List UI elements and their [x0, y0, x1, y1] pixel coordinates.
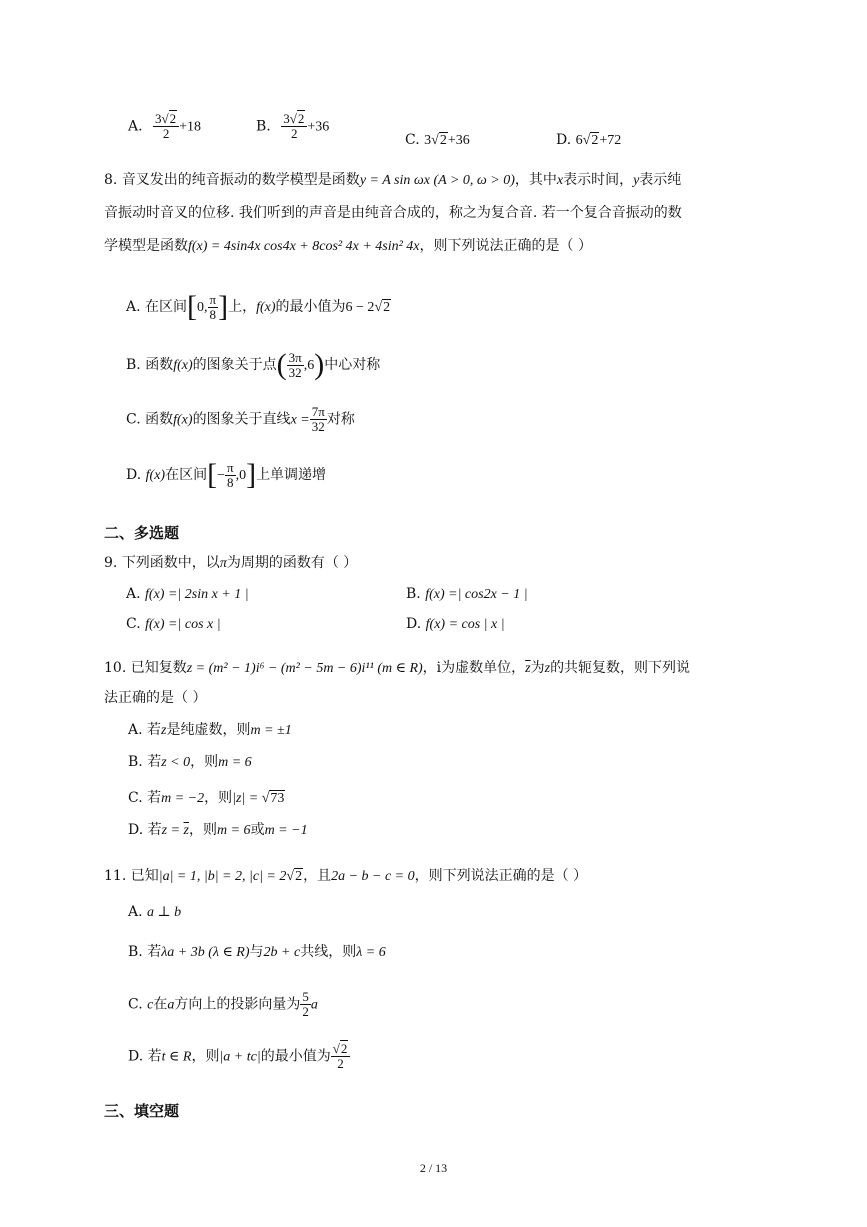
section-multi-choice: 二、多选题	[104, 524, 180, 542]
q9-option-b: B. f(x) =| cos2x − 1 |	[406, 586, 528, 602]
q8-line2: 音振动时音叉的位移. 我们听到的声音是由纯音合成的，称之为复合音. 若一个复合音振动的数	[104, 205, 682, 221]
q11-option-d: D. 若t ∈ R，则|a + tc|的最小值为 $\frac{√2}{2}$	[128, 1042, 350, 1071]
q11-stem: 11. 已知|a| = 1, |b| = 2, |c| = 2√2，且2a − b − c = 0，则下列说法正确的是（ ）	[104, 868, 588, 884]
q8-option-d: D. f(x)在区间[− $\frac{\pi}{8}$ ,0]上单调递增	[126, 458, 327, 491]
page-number: 2 / 13	[419, 1161, 448, 1175]
q7-option-d: D. 6√2+72	[556, 132, 622, 148]
q11-option-c: C. c在a方向上的投影向量为 $\frac{5}{2}$ a	[128, 989, 318, 1019]
q8-option-a: A. 在区间[0, $\frac{\pi}{8}$ ]上，f(x)的最小值为6 − 2√2	[126, 290, 391, 323]
q8-line1: 8. 音叉发出的纯音振动的数学模型是函数y = A sin ωx (A > 0, ω > 0)，其中x表示时间，y表示纯	[104, 172, 682, 188]
q8-line3: 学模型是函数f(x) = 4sin4x cos4x + 8cos² 4x + 4sin² 4x，则下列说法正确的是（ ）	[104, 238, 592, 254]
q10-option-d: D. 若$z = \overline{z}$，则m = 6或m = −1	[128, 822, 308, 838]
q8-option-b: B. 函数f(x)的图象关于点( $\frac{3\pi}{32}$ ,6)中心对称	[126, 348, 381, 381]
q7-option-c: C. 3√2+36	[405, 132, 470, 148]
q11-option-a: A. a ⊥ b	[128, 904, 182, 920]
section-fill-in: 三、填空题	[104, 1102, 180, 1120]
q9-stem: 9. 下列函数中，以π为周期的函数有（ ）	[104, 555, 358, 571]
q10-line1: 10. 已知复数z = (m² − 1)i⁶ − (m² − 5m − 6)i¹¹ (m ∈ R)，i为虚数单位，$\overline{z}$为z的共轭复数，则下列说	[104, 660, 691, 676]
q9-option-d: D. f(x) = cos | x |	[406, 616, 505, 632]
q9-option-c: C. f(x) =| cos x |	[126, 616, 221, 632]
q10-option-c: C. 若m = −2，则|z| = √73	[128, 790, 285, 806]
q11-option-b: B. 若λa + 3b (λ ∈ R)与2b + c共线，则λ = 6	[128, 944, 386, 960]
q10-line2: 法正确的是（ ）	[104, 690, 207, 706]
q9-option-a: A. f(x) =| 2sin x + 1 |	[126, 586, 249, 602]
q10-option-b: B. 若z < 0，则m = 6	[128, 754, 252, 770]
q7-option-b: B. $\frac{3√2}{2}$ +36	[256, 111, 330, 141]
q7-option-a: A. $\frac{3√2}{2}$ +18	[128, 111, 202, 141]
q8-option-c: C. 函数f(x)的图象关于直线x = $\frac{7\pi}{32}$ 对称	[126, 404, 355, 434]
q10-option-a: A. 若z是纯虚数，则m = ±1	[128, 722, 292, 738]
